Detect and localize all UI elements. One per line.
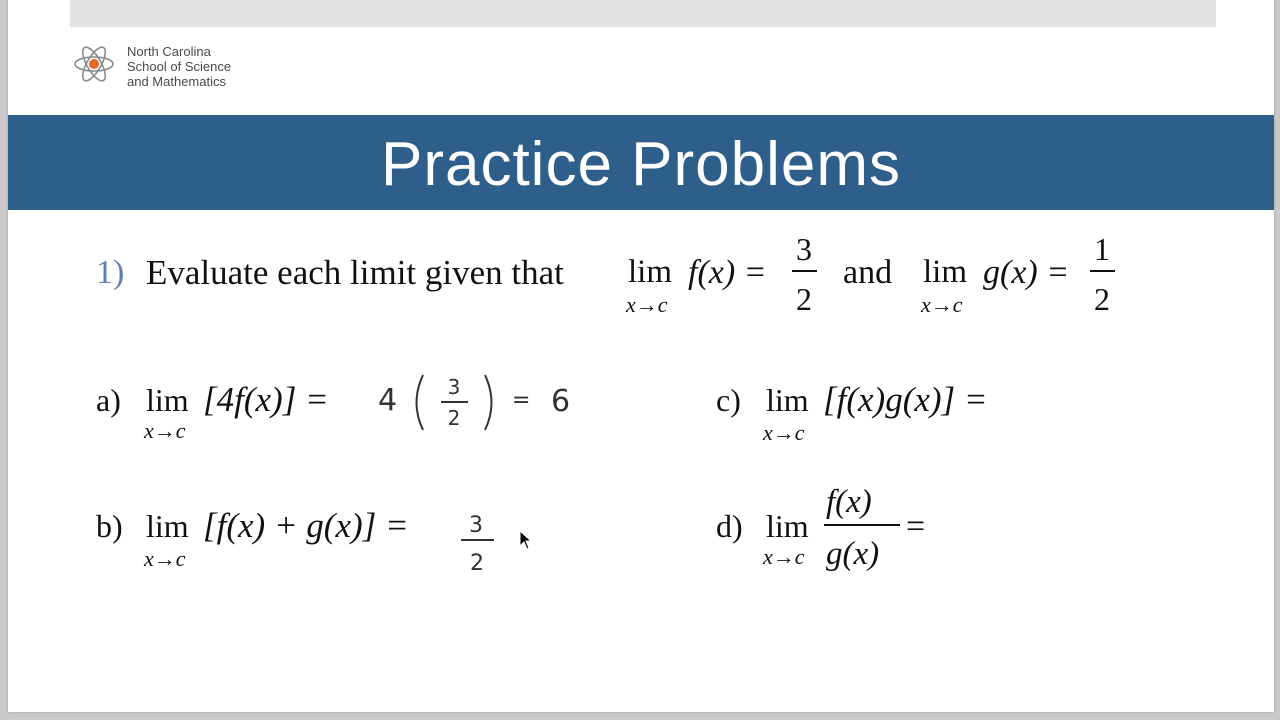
given-f-denominator: 2 <box>796 281 812 317</box>
part-a-label: a) <box>96 382 121 418</box>
given-f-lim: lim <box>628 254 673 290</box>
part-b-answer-num: 3 <box>469 513 483 538</box>
part-a-sub: x→c <box>144 418 186 443</box>
given-g-sub: x→c <box>921 292 963 317</box>
part-b-sub: x→c <box>144 546 186 571</box>
part-a-expression: [4f(x)] = <box>203 380 329 419</box>
part-d-numerator: f(x) <box>826 484 872 520</box>
given-f-fraction-bar <box>792 270 817 272</box>
part-a-answer-result: 6 <box>551 384 571 419</box>
given-conjunction: and <box>843 254 893 291</box>
part-d-equals: = <box>906 508 926 545</box>
part-c-label: c) <box>716 382 741 418</box>
problem-prompt: Evaluate each limit given that <box>146 253 564 292</box>
slide <box>8 0 1274 712</box>
part-a-lim: lim <box>146 382 189 418</box>
part-b-handwritten-answer <box>456 500 506 580</box>
part-c-expression: [f(x)g(x)] = <box>823 380 988 419</box>
part-c-sub: x→c <box>763 420 805 445</box>
part-a-answer-num: 3 <box>447 375 461 399</box>
part-a-handwritten-answer <box>368 365 588 440</box>
given-g-numerator: 1 <box>1094 231 1110 267</box>
part-a-right-paren <box>485 375 492 430</box>
part-d-label: d) <box>716 508 743 544</box>
part-b-label: b) <box>96 508 123 544</box>
part-a-answer-den: 2 <box>447 406 461 430</box>
part-c-lim: lim <box>766 382 809 418</box>
given-f-sub: x→c <box>626 292 668 317</box>
part-d-lim: lim <box>766 508 809 544</box>
given-g-denominator: 2 <box>1094 281 1110 317</box>
part-a-answer-eq: = <box>512 388 531 413</box>
part-b-answer-den: 2 <box>470 551 484 576</box>
mouse-cursor-icon <box>519 530 533 550</box>
part-d-denominator: g(x) <box>826 536 880 572</box>
part-a-left-paren <box>417 375 424 430</box>
given-g-lim: lim <box>923 254 968 290</box>
given-f-numerator: 3 <box>796 231 812 267</box>
given-f-func: f(x) = <box>688 254 767 291</box>
given-g-func: g(x) = <box>983 254 1070 291</box>
school-name-line1: North Carolina <box>127 44 211 59</box>
part-a-answer-coef: 4 <box>378 383 398 418</box>
part-b-lim: lim <box>146 508 189 544</box>
slide-title: Practice Problems <box>380 130 902 199</box>
part-b-expression: [f(x) + g(x)] = <box>203 506 409 545</box>
problem-area <box>8 0 1274 712</box>
part-d-fraction-bar <box>824 524 900 526</box>
part-d-sub: x→c <box>763 544 805 569</box>
given-g-fraction-bar <box>1090 270 1115 272</box>
school-name-line3: and Mathematics <box>127 74 226 89</box>
school-name-line2: School of Science <box>127 59 232 74</box>
problem-number: 1) <box>96 254 125 291</box>
